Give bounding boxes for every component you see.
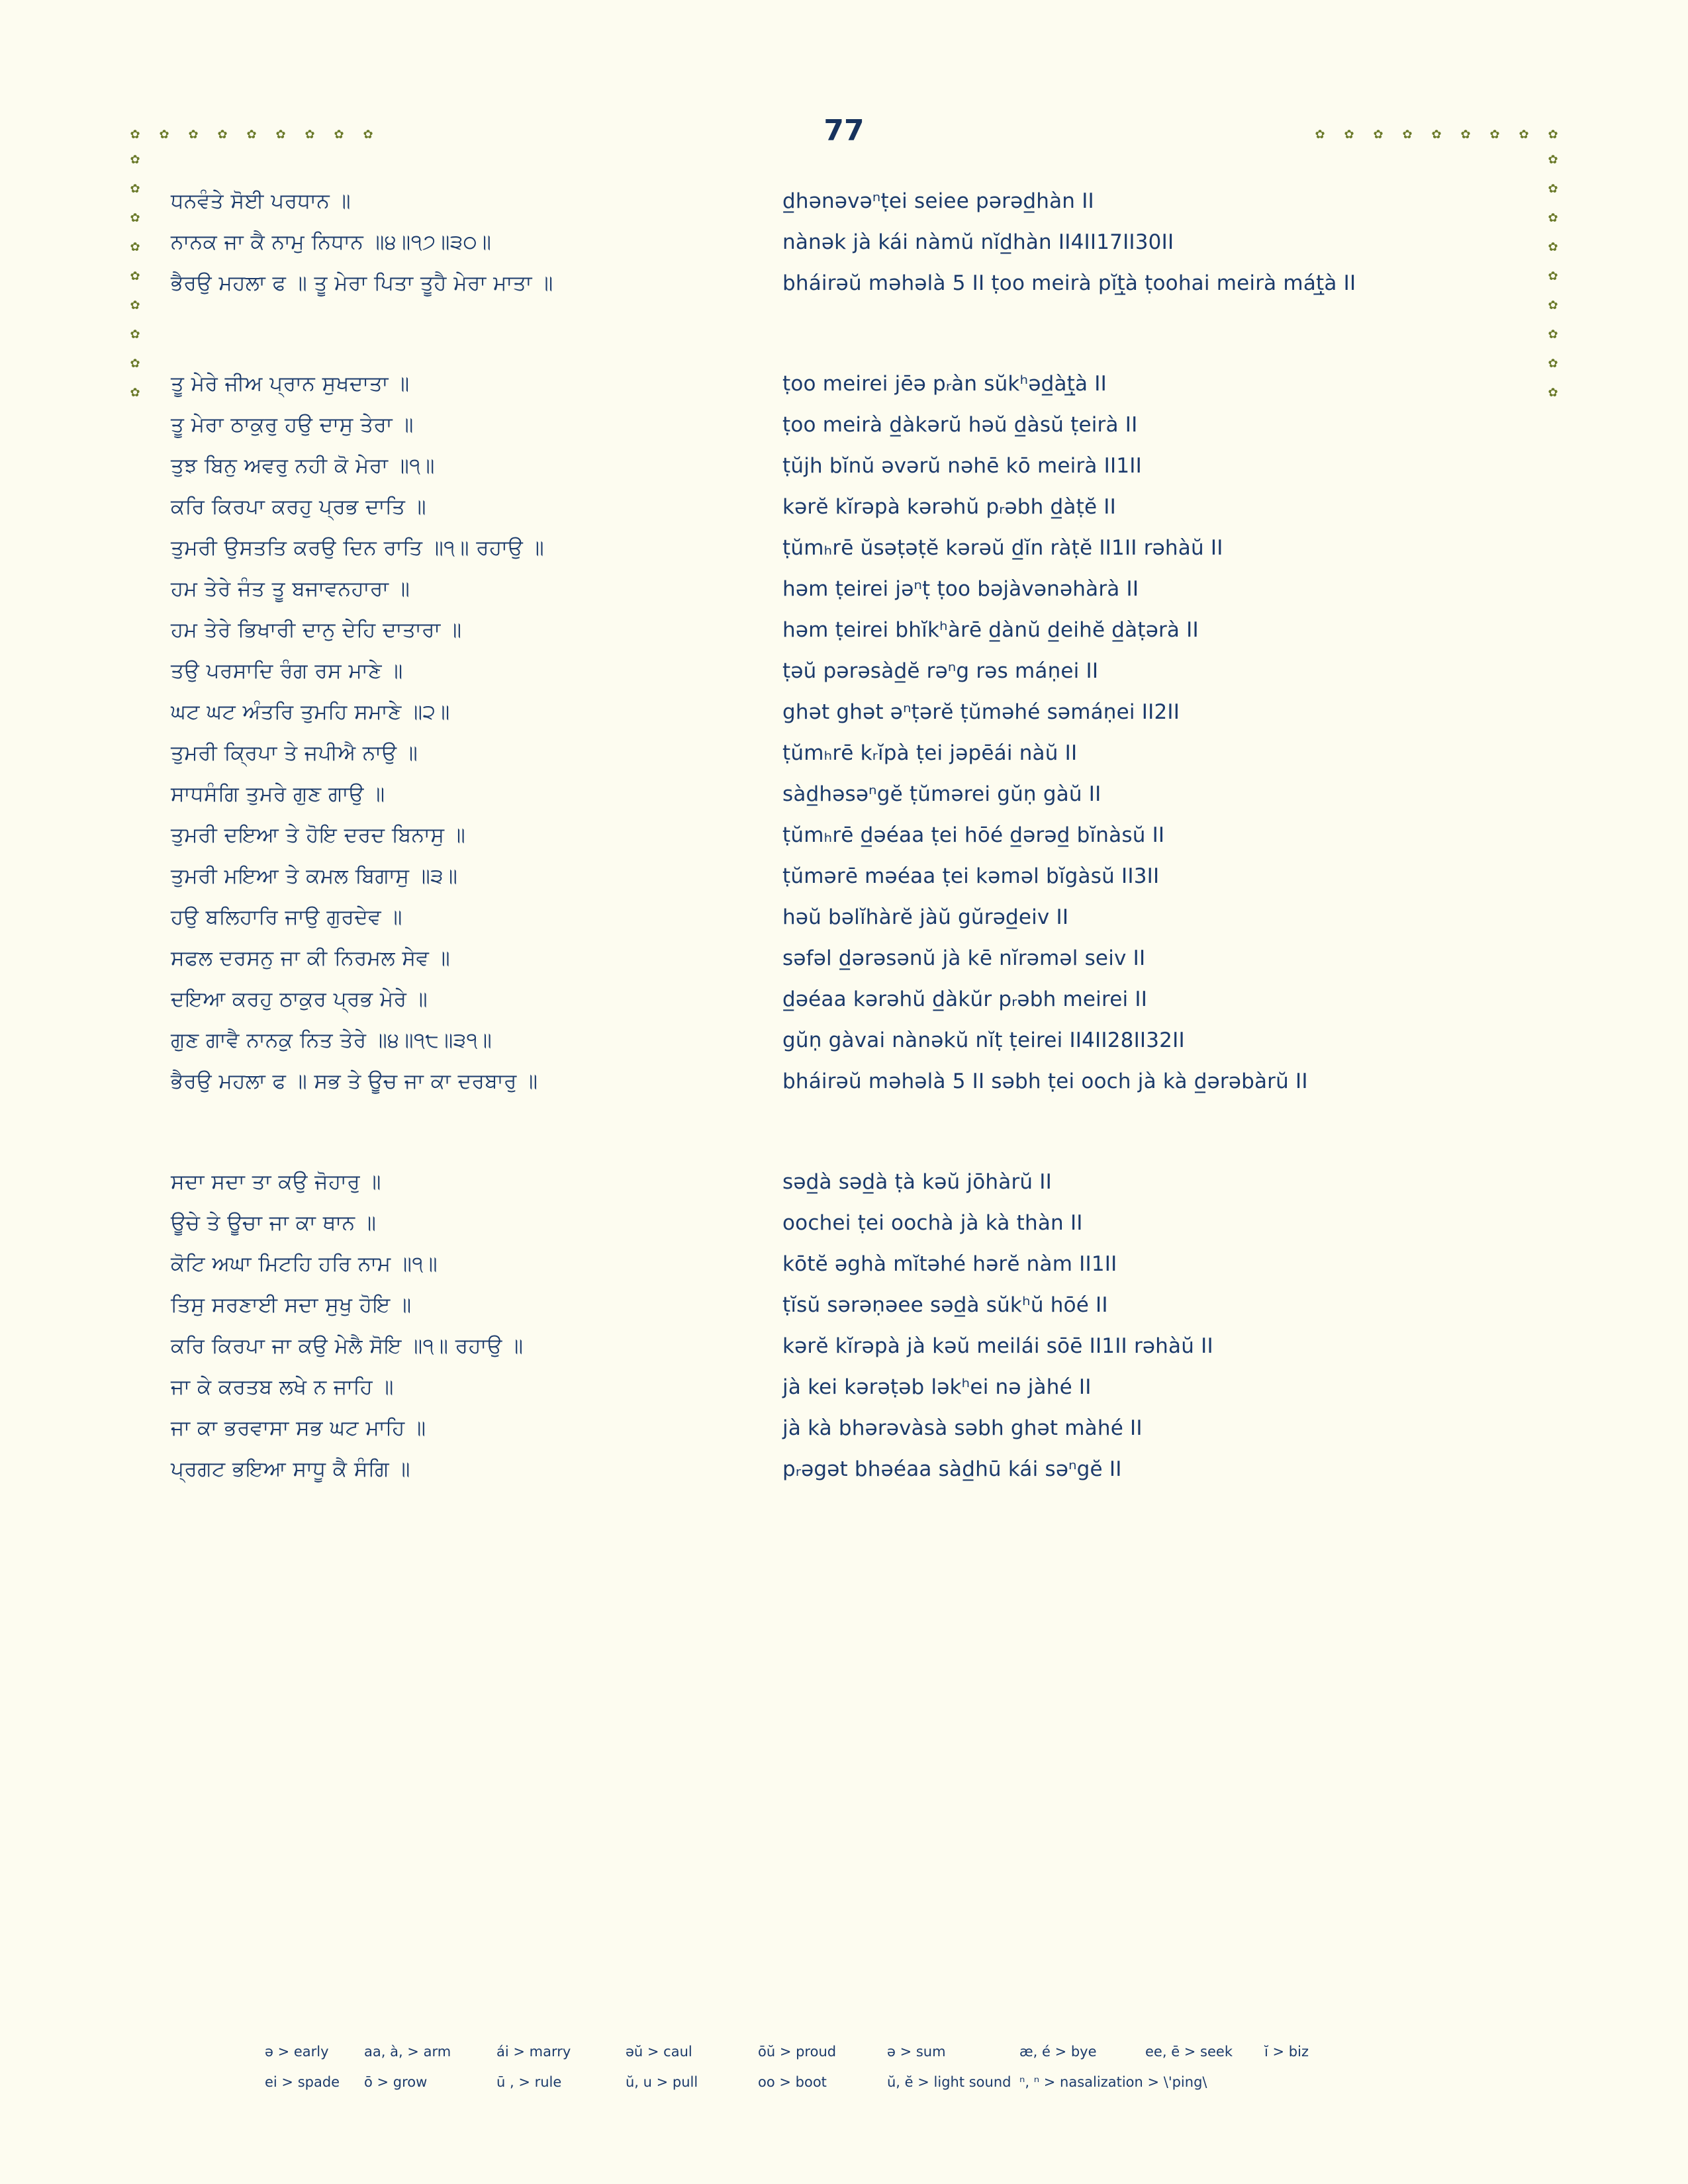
flower-dot-icon: ✿ (1373, 128, 1383, 142)
gurmukhi-line: ਧਨਵੰਤੇ ਸੋਈ ਪਰਧਾਨ ॥ (171, 189, 352, 213)
transliteration-line: bháirəŭ məhəlà 5 II ṭoo meirà pĭṭ̲à ṭoohai meirà máṭ̲à II (782, 271, 1356, 296)
transliteration-line: səfəl d̲ərəsənŭ jà kē nĭrəməl seiv II (782, 946, 1146, 971)
gurmukhi-line: ਤੂ ਮੇਰੇ ਜੀਅ ਪ੍ਰਾਨ ਸੁਖਦਾਤਾ ॥ (171, 372, 410, 396)
transliteration-line: həm ṭeirei jəⁿṭ ṭoo bəjàvənəhàrà II (782, 577, 1139, 602)
gurmukhi-line: ਹਮ ਤੇਰੇ ਭਿਖਾਰੀ ਦਾਨੁ ਦੇਹਿ ਦਾਤਾਰਾ ॥ (171, 618, 462, 643)
gurmukhi-line: ਗੁਣ ਗਾਵੈ ਨਾਨਕੁ ਨਿਤ ਤੇਰੇ ॥੪॥੧੮॥੩੧॥ (171, 1028, 492, 1053)
transliteration-line: həm ṭeirei bhĭkʰàrē d̲ànŭ d̲eihĕ d̲àṭərà II (782, 618, 1199, 643)
flower-dot-icon: ✿ (1431, 128, 1442, 142)
gurmukhi-line-blank (171, 1136, 759, 1156)
transliteration-line: səd̲à səd̲à ṭà kəŭ jōhàrŭ II (782, 1170, 1052, 1195)
gurmukhi-line: ਜਾ ਕਾ ਭਰਵਾਸਾ ਸਭ ਘਟ ਮਾਹਿ ॥ (171, 1416, 426, 1441)
flower-dot-icon: ✿ (1548, 128, 1558, 142)
transliteration-line: kərĕ kĭrəpà jà kəŭ meilái sōē II1II rəhàŭ II (782, 1334, 1213, 1359)
flower-dot-icon: ✿ (1519, 128, 1529, 142)
legend-item: ōŭ > proud (758, 2044, 837, 2060)
gurmukhi-line: ਭੈਰਉ ਮਹਲਾ ਫ ॥ ਸਭ ਤੇ ਊਚ ਜਾ ਕਾ ਦਰਬਾਰੁ ॥ (171, 1069, 538, 1094)
flower-dot-icon: ✿ (334, 128, 344, 142)
flower-dot-icon: ✿ (1548, 182, 1558, 196)
flower-dot-icon: ✿ (188, 128, 199, 142)
transliteration-line: ṭoo meirà d̲àkərŭ həŭ d̲àsŭ ṭeirà II (782, 413, 1138, 437)
legend-row-2 (265, 2074, 1503, 2090)
transliteration-line-blank (782, 1136, 1565, 1156)
transliteration-line: kərĕ kĭrəpà kərəhŭ pᵣəbh d̲àṭĕ II (782, 495, 1116, 520)
flower-dot-icon: ✿ (130, 240, 140, 254)
legend-item: oo > boot (758, 2074, 827, 2090)
transliteration-line: ṭŭmərē məéaa ṭei kəməl bĭgàsŭ II3II (782, 864, 1160, 889)
flower-dot-icon: ✿ (1344, 128, 1354, 142)
flower-dot-icon: ✿ (1548, 269, 1558, 283)
transliteration-line: ṭoo meirei jēə pᵣàn sŭkʰəd̲àṭ̲à II (782, 372, 1107, 396)
gurmukhi-line: ਸਫਲ ਦਰਸਨੁ ਜਾ ਕੀ ਨਿਰਮਲ ਸੇਵ ॥ (171, 946, 451, 971)
transliteration-line: ghət ghət əⁿṭərĕ ṭŭməhé səmáṇei II2II (782, 700, 1180, 725)
transliteration-line: ṭŭmₕrē d̲əéaa ṭei hōé d̲ərəd̲ bĭnàsŭ II (782, 823, 1165, 848)
flower-dot-icon: ✿ (130, 357, 140, 371)
legend-item: ū , > rule (496, 2074, 562, 2090)
legend-item: ə > early (265, 2044, 329, 2060)
gurmukhi-line: ਕਰਿ ਕਿਰਪਾ ਜਾ ਕਉ ਮੇਲੈ ਸੋਇ ॥੧॥ ਰਹਾਉ ॥ (171, 1334, 524, 1359)
legend-item: æ, é > bye (1019, 2044, 1097, 2060)
transliteration-line: bháirəŭ məhəlà 5 II səbh ṭei ooch jà kà d̲ərəbàrŭ II (782, 1069, 1308, 1094)
gurmukhi-line: ਊਚੇ ਤੇ ਊਚਾ ਜਾ ਕਾ ਥਾਨ ॥ (171, 1211, 377, 1236)
transliteration-line: d̲hənəvəⁿṭei seiee pərəd̲hàn II (782, 189, 1094, 213)
flower-dot-icon: ✿ (130, 153, 140, 167)
legend-item: ə > sum (887, 2044, 946, 2060)
transliteration-line: sàd̲həsəⁿgĕ ṭŭmərei gŭṇ gàŭ II (782, 782, 1102, 807)
transliteration-line: oochei ṭei oochà jà kà thàn II (782, 1211, 1083, 1236)
transliteration-line: nànək jà kái nàmŭ nĭd̲hàn II4II17II30II (782, 230, 1174, 255)
gurmukhi-line: ਤਿਸੁ ਸਰਣਾਈ ਸਦਾ ਸੁਖੁ ਹੋਇ ॥ (171, 1293, 412, 1318)
flower-dot-icon: ✿ (130, 211, 140, 225)
gurmukhi-line: ਸਾਧਸੰਗਿ ਤੁਮਰੇ ਗੁਣ ਗਾਉ ॥ (171, 782, 385, 807)
flower-dot-icon: ✿ (1402, 128, 1413, 142)
gurmukhi-line: ਜਾ ਕੇ ਕਰਤਬ ਲਖੇ ਨ ਜਾਹਿ ॥ (171, 1375, 394, 1400)
transliteration-line: ṭəŭ pərəsàd̲ĕ rəⁿg rəs máṇei II (782, 659, 1099, 684)
flower-dot-icon: ✿ (1548, 328, 1558, 341)
legend-item: aa, à, > arm (364, 2044, 451, 2060)
transliteration-line: həŭ bəlĭhàrĕ jàŭ gŭrəd̲eiv II (782, 905, 1069, 930)
flower-dot-icon: ✿ (275, 128, 286, 142)
legend-row-1 (265, 2044, 1503, 2060)
gurmukhi-line: ਦਇਆ ਕਰਹੁ ਠਾਕੁਰ ਪ੍ਰਭ ਮੇਰੇ ॥ (171, 987, 428, 1012)
gurmukhi-line: ਨਾਨਕ ਜਾ ਕੈ ਨਾਮੁ ਨਿਧਾਨ ॥੪॥੧੭॥੩੦॥ (171, 230, 492, 255)
gurmukhi-line: ਘਟ ਘਟ ਅੰਤਰਿ ਤੁਮਹਿ ਸਮਾਣੇ ॥੨॥ (171, 700, 450, 725)
gurmukhi-line: ਹਉ ਬਲਿਹਾਰਿ ਜਾਉ ਗੁਰਦੇਵ ॥ (171, 905, 402, 930)
transliteration-line: kōtĕ əghà mĭtəhé hərĕ nàm II1II (782, 1252, 1117, 1277)
flower-dot-icon: ✿ (363, 128, 373, 142)
flower-dot-icon: ✿ (305, 128, 315, 142)
flower-dot-icon: ✿ (1460, 128, 1471, 142)
flower-dot-icon: ✿ (130, 298, 140, 312)
transliteration-line: ṭŭmₕrē ŭsəṭəṭĕ kərəŭ d̲ĭn ràṭĕ II1II rəhàŭ II (782, 536, 1223, 561)
flower-dot-icon: ✿ (1548, 153, 1558, 167)
legend-item: ŭ, u > pull (626, 2074, 698, 2090)
transliteration-line: ṭŭjh bĭnŭ əvərŭ nəhē kō meirà II1II (782, 454, 1142, 478)
transliteration-column (759, 187, 1565, 1496)
legend-item: ŭ, ĕ > light sound (887, 2074, 1011, 2090)
transliteration-line-blank (782, 338, 1565, 357)
flower-dot-icon: ✿ (1548, 240, 1558, 254)
flower-dot-icon: ✿ (246, 128, 257, 142)
flower-dot-icon: ✿ (130, 328, 140, 341)
pronunciation-legend (265, 2044, 1503, 2105)
gurmukhi-line: ਸਦਾ ਸਦਾ ਤਾ ਕਉ ਜੋਹਾਰੁ ॥ (171, 1170, 381, 1195)
flower-dot-icon: ✿ (130, 386, 140, 400)
legend-item: ĭ > biz (1264, 2044, 1309, 2060)
transliteration-line: gŭṇ gàvai nànəkŭ nĭṭ ṭeirei II4II28II32II (782, 1028, 1185, 1053)
legend-item: ee, ē > seek (1145, 2044, 1233, 2060)
flower-dot-icon: ✿ (217, 128, 228, 142)
gurmukhi-line: ਤੂ ਮੇਰਾ ਠਾਕੁਰੁ ਹਉ ਦਾਸੁ ਤੇਰਾ ॥ (171, 413, 414, 437)
flower-dot-icon: ✿ (1548, 211, 1558, 225)
scripture-body (123, 187, 1565, 1496)
gurmukhi-line: ਕਰਿ ਕਿਰਪਾ ਕਰਹੁ ਪ੍ਰਭ ਦਾਤਿ ॥ (171, 495, 427, 520)
gurmukhi-line-blank (171, 338, 759, 357)
transliteration-line: jà kà bhərəvàsà səbh ghət màhé II (782, 1416, 1143, 1441)
gurmukhi-line: ਤਉ ਪਰਸਾਦਿ ਰੰਗ ਰਸ ਮਾਣੇ ॥ (171, 659, 403, 684)
gurmukhi-line: ਤੁਮਰੀ ਦਇਆ ਤੇ ਹੋਇ ਦਰਦ ਬਿਨਾਸੁ ॥ (171, 823, 466, 848)
transliteration-line: ṭŭmₕrē kᵣĭpà ṭei jəpēái nàŭ II (782, 741, 1078, 766)
gurmukhi-line: ਤੁਮਰੀ ਉਸਤਤਿ ਕਰਉ ਦਿਨ ਰਾਤਿ ॥੧॥ ਰਹਾਉ ॥ (171, 536, 545, 561)
gurmukhi-line: ਤੁਮਰੀ ਕ੍ਰਿਪਾ ਤੇ ਜਪੀਐ ਨਾਉ ॥ (171, 741, 418, 766)
transliteration-line: d̲əéaa kərəhŭ d̲àkŭr pᵣəbh meirei II (782, 987, 1148, 1012)
legend-item: ái > marry (496, 2044, 571, 2060)
gurmukhi-line: ਭੈਰਉ ਮਹਲਾ ਫ ॥ ਤੂ ਮੇਰਾ ਪਿਤਾ ਤੂਹੈ ਮੇਰਾ ਮਾਤਾ ॥ (171, 271, 553, 296)
transliteration-line: ṭĭsŭ sərəṇəee səd̲à sŭkʰŭ hōé II (782, 1293, 1108, 1318)
transliteration-line: pᵣəgət bhəéaa sàd̲hū kái səⁿgĕ II (782, 1457, 1122, 1482)
gurmukhi-line: ਤੁਮਰੀ ਮਇਆ ਤੇ ਕਮਲ ਬਿਗਾਸੁ ॥੩॥ (171, 864, 458, 889)
gurmukhi-line: ਤੁਝ ਬਿਨੁ ਅਵਰੁ ਨਹੀ ਕੋ ਮੇਰਾ ॥੧॥ (171, 454, 435, 478)
flower-dot-icon: ✿ (1489, 128, 1500, 142)
page-number: 77 (823, 114, 865, 148)
flower-dot-icon: ✿ (1548, 357, 1558, 371)
flower-dot-icon: ✿ (130, 128, 140, 142)
gurmukhi-line: ਹਮ ਤੇਰੇ ਜੰਤ ਤੂ ਬਜਾਵਨਹਾਰਾ ॥ (171, 577, 410, 602)
flower-dot-icon: ✿ (1548, 386, 1558, 400)
legend-item: ⁿ, ⁿ > nasalization > \'ping\ (1019, 2074, 1207, 2090)
gurmukhi-line: ਪ੍ਰਗਟ ਭਇਆ ਸਾਧੂ ਕੈ ਸੰਗਿ ॥ (171, 1457, 410, 1482)
transliteration-line: jà kei kərəṭəb ləkʰei nə jàhé II (782, 1375, 1092, 1400)
gurmukhi-line: ਕੋਟਿ ਅਘਾ ਮਿਟਹਿ ਹਰਿ ਨਾਮ ॥੧॥ (171, 1252, 438, 1277)
legend-item: ei > spade (265, 2074, 340, 2090)
flower-dot-icon: ✿ (159, 128, 169, 142)
legend-item: əŭ > caul (626, 2044, 692, 2060)
flower-dot-icon: ✿ (130, 182, 140, 196)
legend-item: ō > grow (364, 2074, 428, 2090)
flower-dot-icon: ✿ (130, 269, 140, 283)
flower-dot-icon: ✿ (1315, 128, 1325, 142)
gurmukhi-column (123, 187, 759, 1496)
flower-dot-icon: ✿ (1548, 298, 1558, 312)
